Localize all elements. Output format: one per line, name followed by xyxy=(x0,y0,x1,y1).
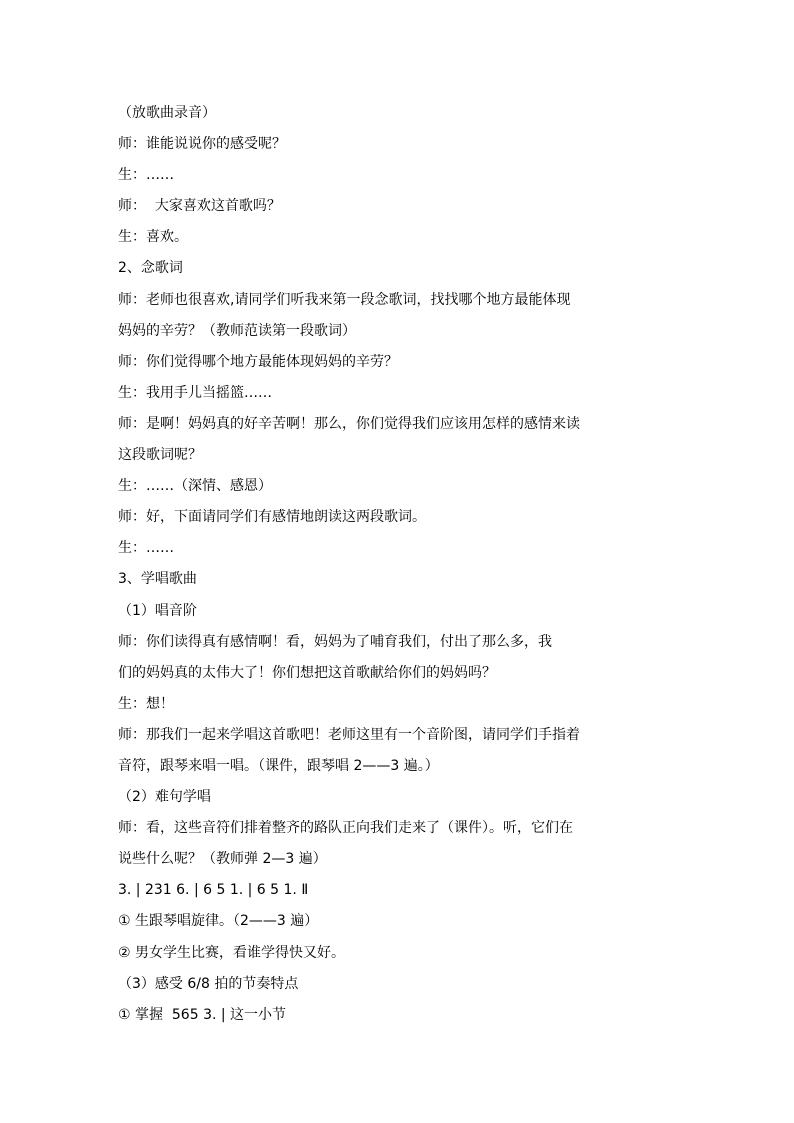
text-line: 生：喜欢。 xyxy=(118,229,188,246)
text-line: 师：谁能说说你的感受呢？ xyxy=(118,136,286,153)
text-line: 师：那我们一起来学唱这首歌吧！老师这里有一个音阶图，请同学们手指着 xyxy=(118,726,580,743)
text-line: 生：我用手儿当摇篮…… xyxy=(118,384,272,401)
text-line: 生：…… xyxy=(118,167,174,184)
subsection-heading: （1）唱音阶 xyxy=(118,602,197,619)
text-line: 师：你们觉得哪个地方最能体现妈妈的辛劳？ xyxy=(118,353,398,370)
text-line: ① 掌握 565 3. | 这一小节 xyxy=(118,1006,287,1023)
text-line: 师：老师也很喜欢,请同学们听我来第一段念歌词，找找哪个地方最能体现 xyxy=(118,291,571,308)
text-line: 们的妈妈真的太伟大了！你们想把这首歌献给你们的妈妈吗？ xyxy=(118,664,496,681)
music-notation-line: 3. | 231 6. | 6 5 1. | 6 5 1. Ⅱ xyxy=(118,882,309,899)
text-line: （放歌曲录音） xyxy=(118,105,216,121)
text-line: 这段歌词呢？ xyxy=(118,447,202,464)
text-line: 音符，跟琴来唱一唱。（课件，跟琴唱 2——3 遍。） xyxy=(118,757,439,774)
text-line: 师：是啊！妈妈真的好辛苦啊！那么，你们觉得我们应该用怎样的感情来读 xyxy=(118,415,580,432)
text-line: ① 生跟琴唱旋律。（2——3 遍） xyxy=(118,913,319,930)
text-line: 师：好，下面请同学们有感情地朗读这两段歌词。 xyxy=(118,509,426,526)
text-line: 生：想！ xyxy=(118,695,174,712)
text-line: 说些什么呢？（教师弹 2—3 遍） xyxy=(118,851,327,868)
subsection-heading: （3）感受 6/8 拍的节奏特点 xyxy=(118,975,299,992)
section-heading: 2、念歌词 xyxy=(118,260,183,277)
subsection-heading: （2）难句学唱 xyxy=(118,789,211,806)
text-line: ② 男女学生比赛，看谁学得快又好。 xyxy=(118,944,346,961)
text-line: 师：你们读得真有感情啊！看，妈妈为了哺育我们，付出了那么多，我 xyxy=(118,633,552,650)
text-line: 生：…… xyxy=(118,540,174,557)
section-heading: 3、学唱歌曲 xyxy=(118,571,197,588)
text-line: 师：看，这些音符们排着整齐的路队正向我们走来了（课件）。听，它们在 xyxy=(118,820,573,837)
text-line: 师： 大家喜欢这首歌吗？ xyxy=(118,198,281,215)
lesson-transcript xyxy=(118,101,598,1034)
text-line: 妈妈的辛劳？（教师范读第一段歌词） xyxy=(118,322,356,339)
text-line: 生：……（深情、感恩） xyxy=(118,478,272,495)
